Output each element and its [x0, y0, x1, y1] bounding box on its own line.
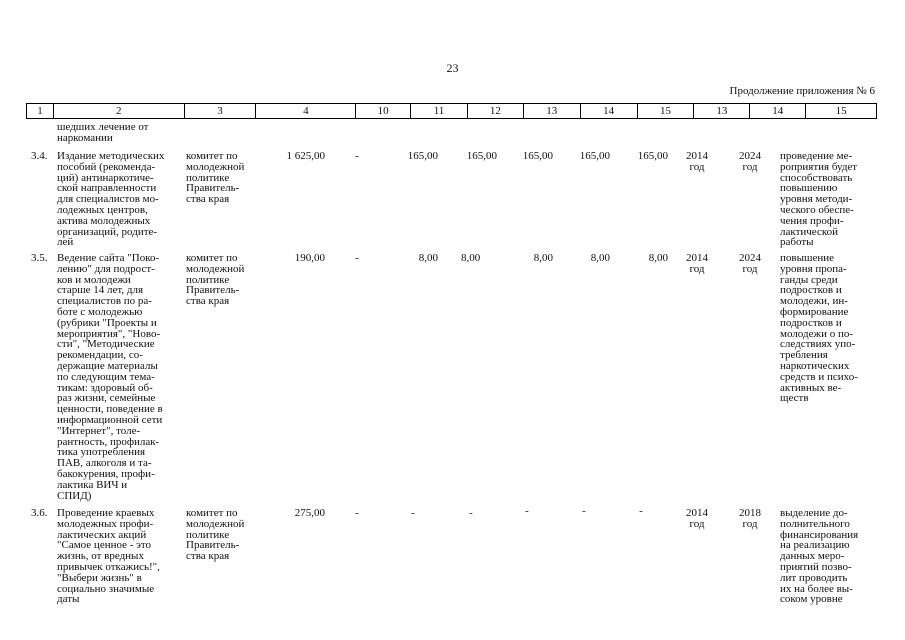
header-cell: 13	[523, 104, 580, 118]
header-cell: 11	[410, 104, 467, 118]
amount-col14: 8,00	[590, 252, 610, 264]
total-amount: 275,00	[294, 507, 325, 519]
header-cell: 15	[805, 104, 876, 118]
expected-result: проведение ме- роприятия будет способствовать повышению уровня методи- ческого обеспе- чения профи- лактической работы	[780, 150, 858, 249]
amount-col11: 165,00	[407, 150, 438, 162]
end-year: 2018 год	[739, 507, 761, 530]
amount-col14: -	[582, 505, 586, 517]
amount-col11: 8,00	[418, 252, 438, 264]
activity-name: Ведение сайта "Поко- лению" для подрост- ков и молодежи старше 14 лет, для специалистов по ра- боте с молодежью (рубрики "Проекты и мероприятия", "Ново- сти", "Методические рекомендации, со- держащие материалы по следующим тема- тикам: здоровый об- раз жизни, семейные ценности, поведение в информационной сети "Интернет", толе- рантность, профилак- тика употребления ПАВ, алкоголя и та- бакокурения, профи- лактика ВИЧ и СПИД)	[57, 252, 163, 502]
end-year: 2024 год	[739, 252, 761, 275]
start-year: 2014 год	[686, 507, 708, 530]
amount-col13: 165,00	[522, 150, 553, 162]
expected-result: выделение до- полнительного финансирования на реализацию данных меро- приятий позво- лит проводить их на более вы- соком уровне	[780, 507, 859, 606]
amount-col12: 165,00	[466, 150, 497, 162]
header-cell: 2	[53, 104, 184, 118]
amount-col15: 8,00	[648, 252, 668, 264]
header-cell: 10	[355, 104, 410, 118]
continuation-label: Продолжение приложения № 6	[729, 85, 875, 97]
table-header-row	[26, 103, 877, 119]
header-cell: 3	[184, 104, 256, 118]
end-year: 2024 год	[739, 150, 761, 173]
amount-col10: -	[355, 150, 359, 162]
amount-col10: -	[355, 507, 359, 519]
amount-col11: -	[411, 507, 415, 519]
header-cell: 13	[693, 104, 749, 118]
header-cell: 12	[467, 104, 523, 118]
carryover-text: шедших лечение от наркомании	[57, 121, 149, 144]
start-year: 2014 год	[686, 150, 708, 173]
header-cell: 14	[749, 104, 805, 118]
expected-result: повышение уровня пропа- ганды среди подростков и молодежи, ин- формирование подростков и молодежи о по- следствиях упо- требления наркотических средств и психо- активных ве- ществ	[780, 252, 858, 405]
row-number: 3.5.	[31, 252, 48, 264]
executor: комитет по молодежной политике Правитель- ства края	[186, 252, 245, 308]
header-cell: 15	[637, 104, 694, 118]
amount-col10: -	[355, 252, 359, 264]
amount-col13: -	[525, 505, 529, 517]
amount-col13: 8,00	[533, 252, 553, 264]
executor: комитет по молодежной политике Правитель- ства края	[186, 150, 245, 206]
amount-col15: 165,00	[637, 150, 668, 162]
header-cell: 4	[255, 104, 355, 118]
header-cell: 1	[37, 105, 43, 117]
header-cell: 14	[580, 104, 637, 118]
total-amount: 190,00	[294, 252, 325, 264]
activity-name: Издание методических пособий (рекоменда- ций) антинаркотиче- ской направленности для специалистов мо- лодежных центров, актива молодежных организаций, родите- лей	[57, 150, 165, 249]
row-number: 3.4.	[31, 150, 48, 162]
page-number: 23	[446, 61, 459, 75]
activity-name: Проведение краевых молодежных профи- лактических акций "Самое ценное - это жизнь, от вредных привычек откажись!", "Выбери жизнь" в социально значимые даты	[57, 507, 160, 606]
amount-col14: 165,00	[579, 150, 610, 162]
total-amount: 1 625,00	[286, 150, 325, 162]
start-year: 2014 год	[686, 252, 708, 275]
amount-col15: -	[639, 505, 643, 517]
executor: комитет по молодежной политике Правитель- ства края	[186, 507, 245, 563]
amount-col12: 8,00	[461, 252, 481, 264]
amount-col12: -	[469, 507, 473, 519]
row-number: 3.6.	[31, 507, 48, 519]
